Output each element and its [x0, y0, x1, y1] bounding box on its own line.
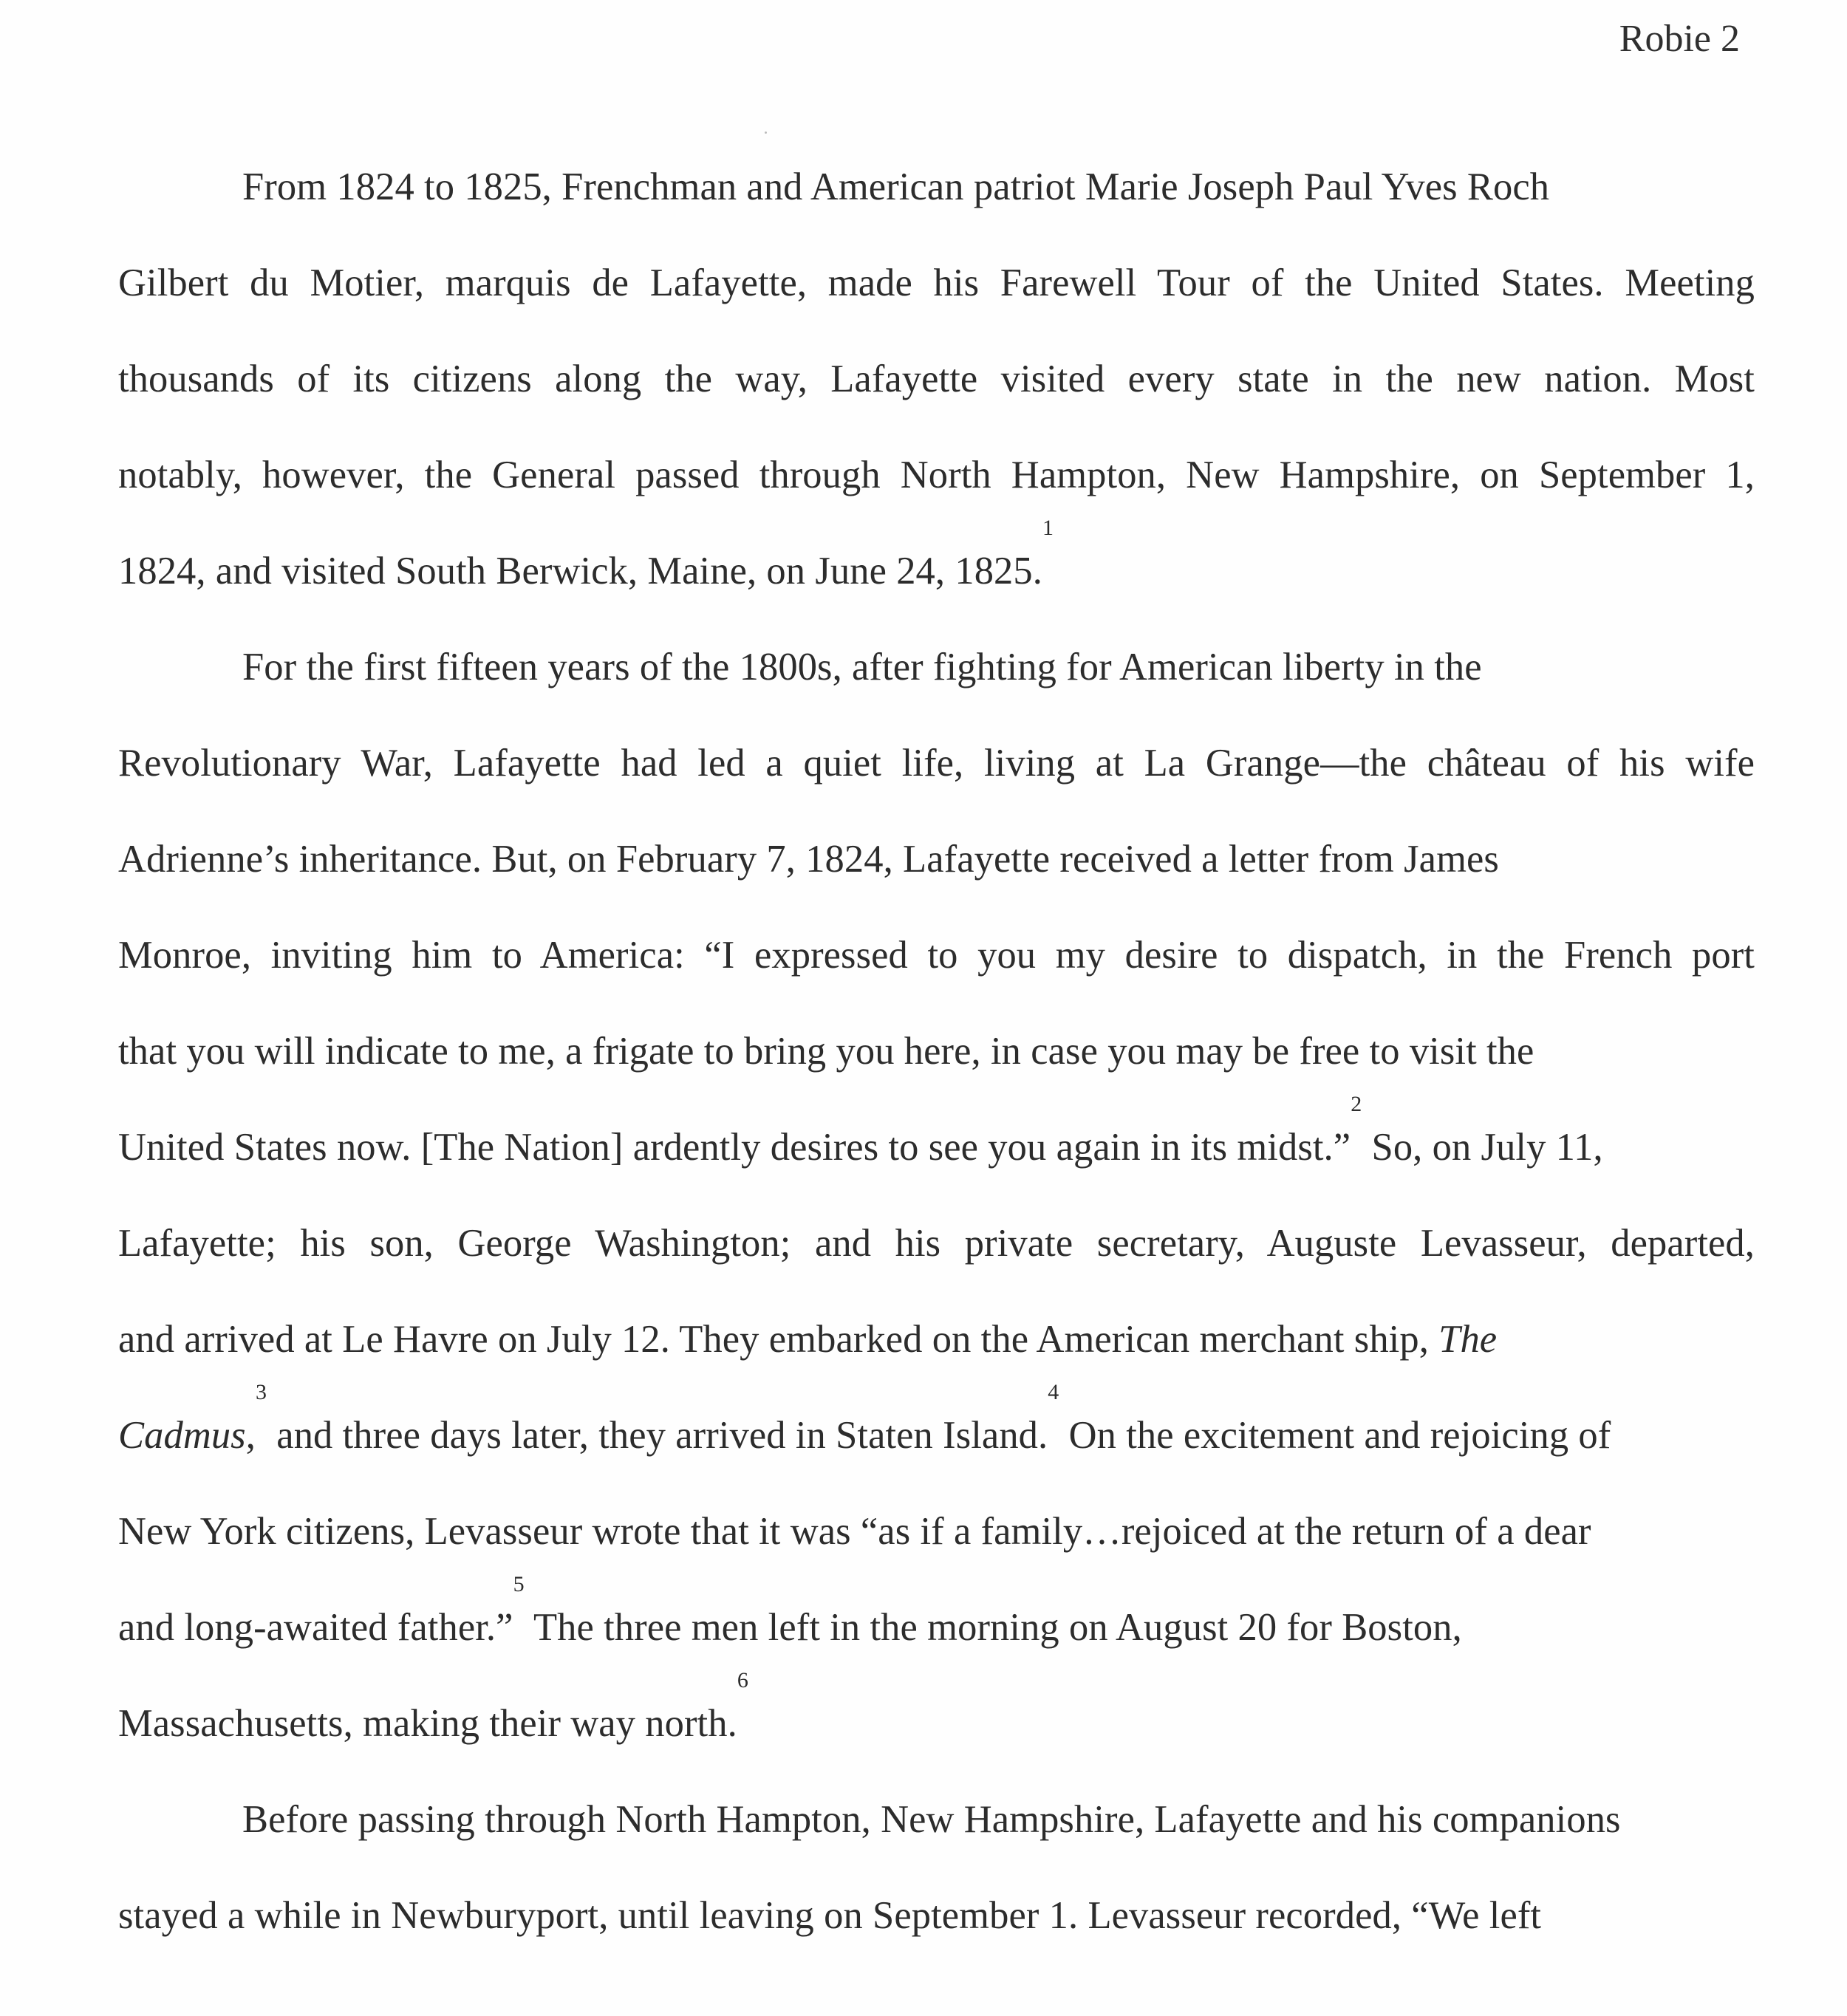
text-span: notably, however, the General passed through North Hampton, New Hampshire, on September 1,: [118, 454, 1755, 496]
text-span: Massachusetts, making their way north.: [118, 1702, 737, 1745]
footnote-ref: 2: [1351, 1092, 1362, 1116]
text-line: [118, 1291, 1755, 1387]
page-number-label: Robie 2: [1619, 18, 1740, 60]
text-line: [118, 1380, 1755, 1483]
text-line: [118, 715, 1755, 811]
text-span: and arrived at Le Havre on July 12. They embarked on the American merchant ship,: [118, 1318, 1439, 1361]
text-span: ,: [245, 1414, 256, 1457]
text-span: So, on July 11,: [1362, 1126, 1603, 1169]
footnote-ref: 4: [1048, 1380, 1059, 1404]
text-span: thousands of its citizens along the way, Lafayette visited every state in the new nation. Most: [118, 358, 1755, 400]
text-line: [118, 516, 1755, 619]
text-line: [118, 139, 1755, 235]
paragraph-3: [118, 1771, 1755, 1964]
text-line: [118, 811, 1755, 907]
text-span: Revolutionary War, Lafayette had led a quiet life, living at La Grange—the château of his wife: [118, 742, 1755, 785]
text-span: and three days later, they arrived in Staten Island.: [267, 1414, 1048, 1457]
page-header: [1619, 16, 1740, 62]
text-line: [118, 1195, 1755, 1291]
text-span: United States now. [The Nation] ardently desires to see you again in its midst.”: [118, 1126, 1351, 1169]
text-line: [118, 1483, 1755, 1579]
paragraph-1: [118, 139, 1755, 619]
text-span: Monroe, inviting him to America: “I expressed to you my desire to dispatch, in the French port: [118, 934, 1755, 977]
text-span: 1824, and visited South Berwick, Maine, on June 24, 1825.: [118, 550, 1042, 592]
scan-speck: [765, 131, 767, 134]
text-line: [118, 1868, 1755, 1964]
text-line: [118, 1771, 1755, 1868]
footnote-ref: 1: [1042, 516, 1054, 540]
text-span: On the excitement and rejoicing of: [1059, 1414, 1611, 1457]
text-line: [118, 619, 1755, 715]
ship-name-italic: The: [1438, 1318, 1498, 1361]
text-span: New York citizens, Levasseur wrote that it was “as if a family…rejoiced at the return of a dear: [118, 1510, 1591, 1553]
ship-name-italic: Cadmus: [118, 1414, 246, 1457]
text-line: [118, 1668, 1755, 1771]
text-line: [118, 1092, 1755, 1195]
footnote-ref: 3: [255, 1380, 267, 1404]
text-span: For the first fifteen years of the 1800s, after fighting for American liberty in the: [242, 646, 1482, 688]
text-line: [118, 331, 1755, 427]
footnote-ref: 6: [737, 1668, 748, 1692]
text-span: stayed a while in Newburyport, until leaving on September 1. Levasseur recorded, “We left: [118, 1894, 1542, 1937]
text-span: Before passing through North Hampton, New Hampshire, Lafayette and his companions: [242, 1798, 1621, 1841]
body-text: [118, 139, 1755, 1964]
paragraph-2: [118, 619, 1755, 1771]
footnote-ref: 5: [513, 1572, 525, 1596]
text-span: Gilbert du Motier, marquis de Lafayette, made his Farewell Tour of the United States. Meeting: [118, 262, 1755, 304]
text-span: Adrienne’s inheritance. But, on February 7, 1824, Lafayette received a letter from James: [118, 838, 1499, 881]
text-line: [118, 427, 1755, 523]
text-line: [118, 1572, 1755, 1675]
text-span: From 1824 to 1825, Frenchman and American patriot Marie Joseph Paul Yves Roch: [242, 165, 1550, 208]
text-span: and long-awaited father.”: [118, 1606, 513, 1649]
text-span: The three men left in the morning on August 20 for Boston,: [524, 1606, 1462, 1649]
text-line: [118, 235, 1755, 331]
text-span: Lafayette; his son, George Washington; and his private secretary, Auguste Levasseur, departed,: [118, 1222, 1755, 1265]
text-line: [118, 1003, 1755, 1099]
text-span: that you will indicate to me, a frigate to bring you here, in case you may be free to visit the: [118, 1030, 1534, 1073]
text-line: [118, 907, 1755, 1003]
